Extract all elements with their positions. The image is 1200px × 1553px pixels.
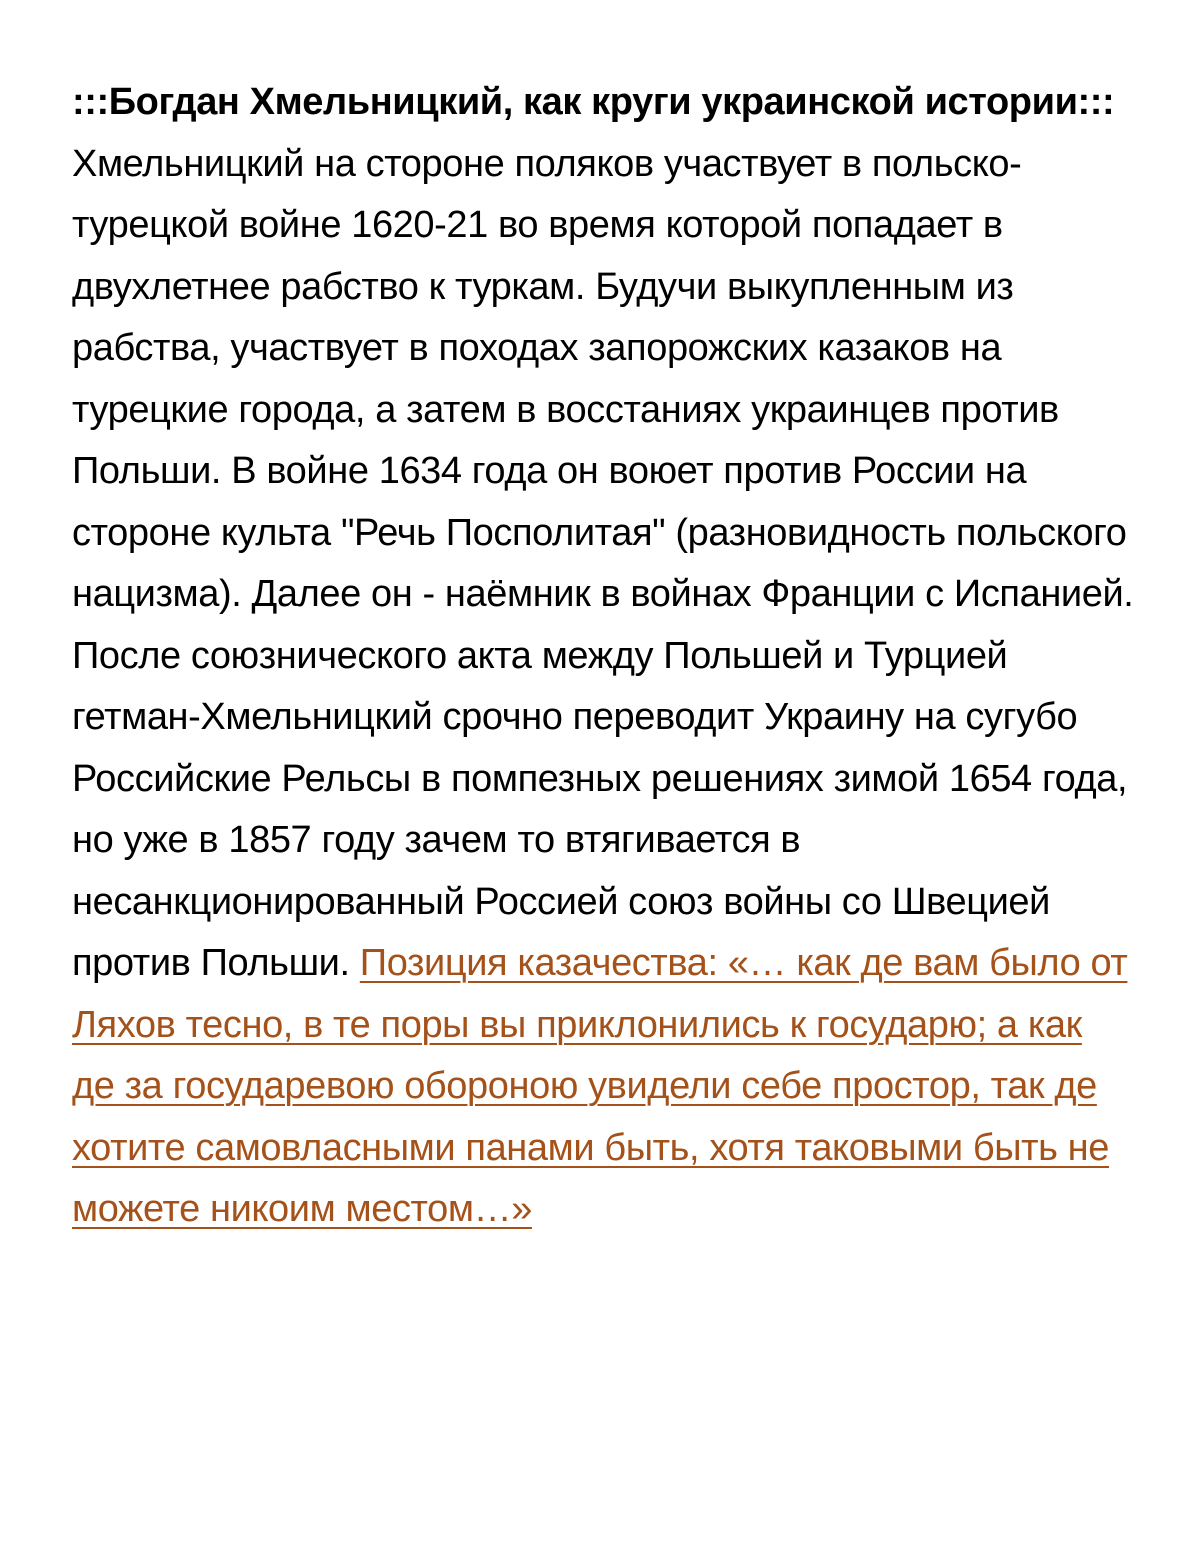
- main-paragraph: [72, 72, 1134, 1241]
- paragraph-body: Хмельницкий на стороне поляков участвует в польско-турецкой войне 1620-21 во время которой попадает в двухлетнее рабство к туркам. Будучи выкупленным из рабства, участвует в походах запорожских казаков на турецкие города, а затем в восстаниях украинцев против Польши. В войне 1634 года он воюет против России на стороне культа "Речь Посполитая" (разновидность польского нацизма). Далее он - наёмник в войнах Франции с Испанией. После союзнического акта между Польшей и Турцией гетман-Хмельницкий срочно переводит Украину на сугубо Российские Рельсы в помпезных решениях зимой 1654 года, но уже в 1857 году зачем то втягивается в несанкционированный Россией союз войны со Швецией против Польши.: [72, 142, 1134, 984]
- cossack-position-quote-link[interactable]: Позиция казачества: «… как де вам было от Ляхов тесно, в те поры вы приклонились к государю; а как де за государевою обороною увидели себе простор, так де хотите самовласными панами быть, хотя таковыми быть не можете никоим местом…»: [72, 942, 1128, 1230]
- paragraph-heading: :::Богдан Хмельницкий, как круги украинской истории:::: [72, 81, 1115, 123]
